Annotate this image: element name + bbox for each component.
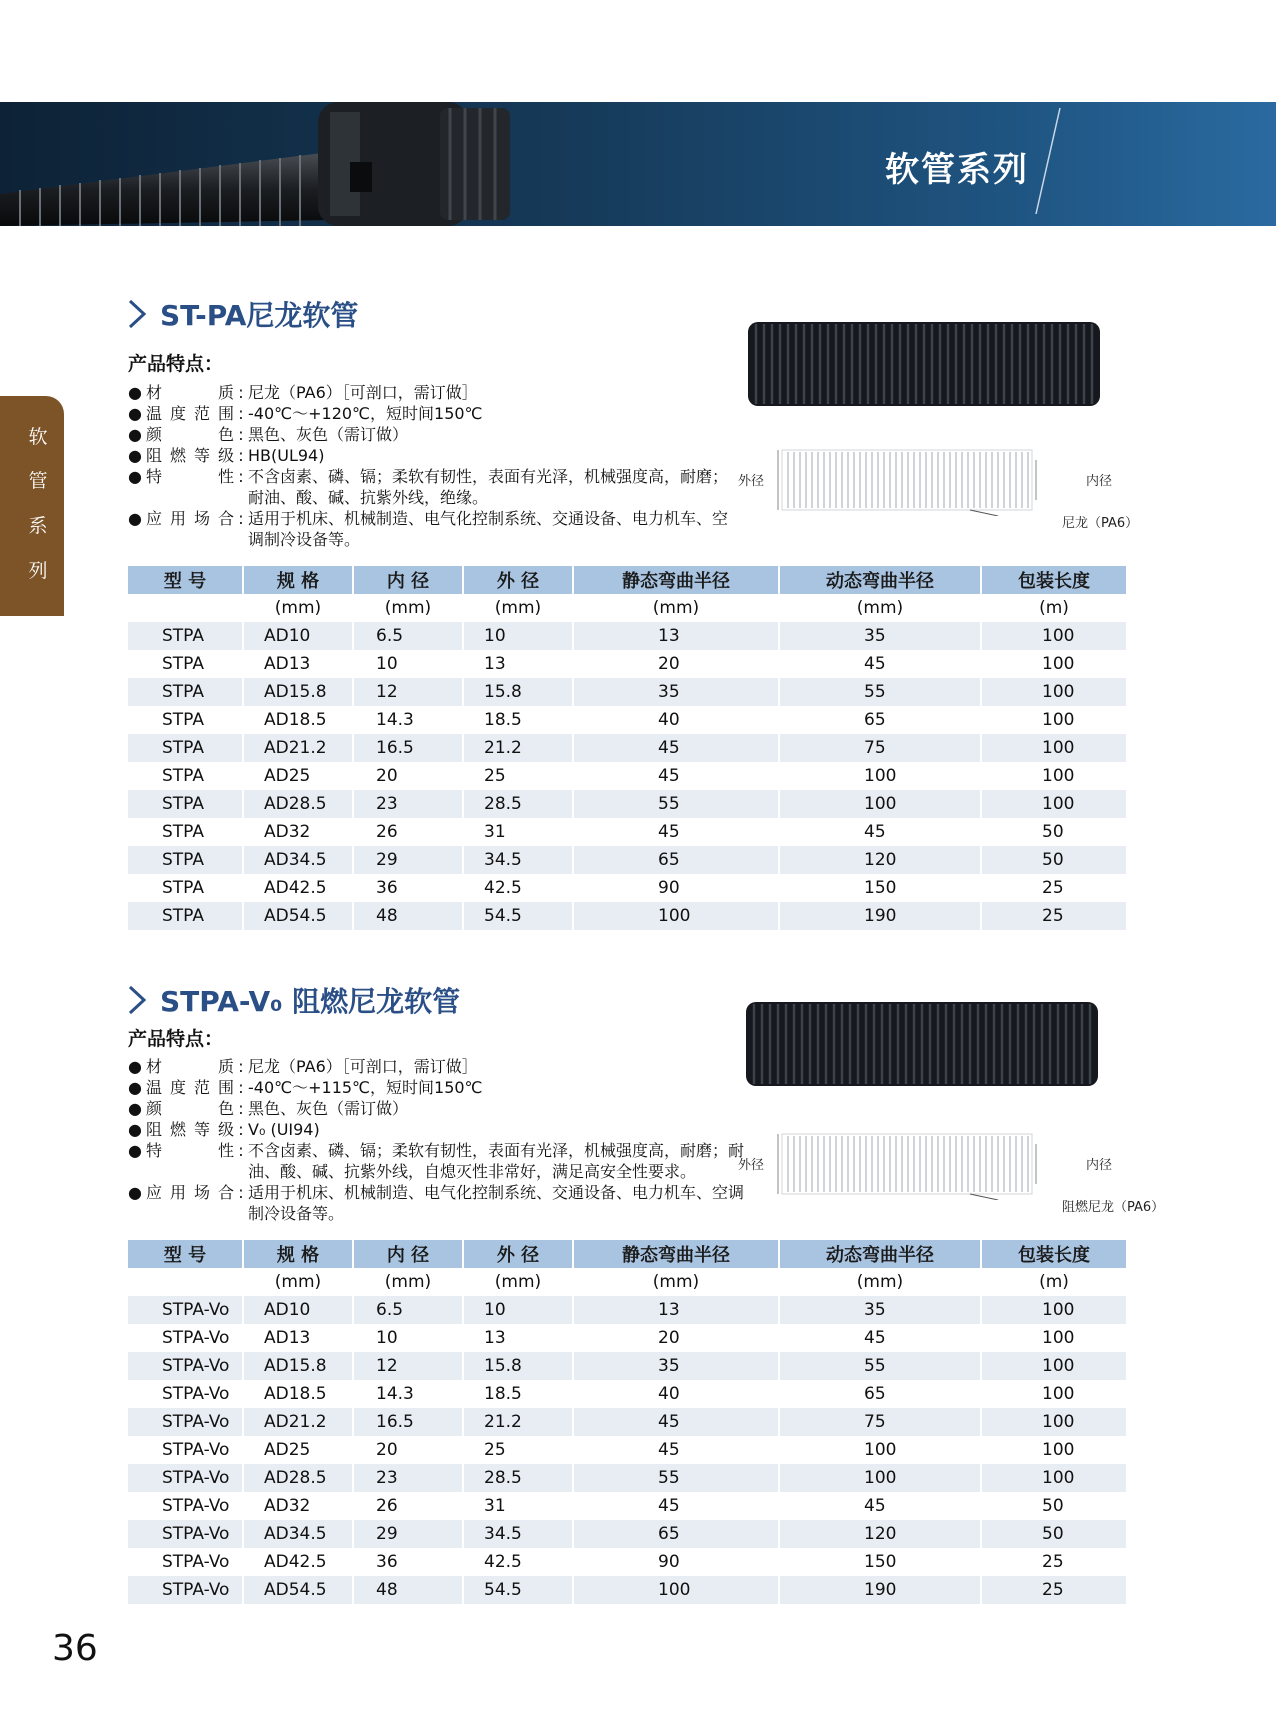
table-row — [128, 1436, 1127, 1464]
table-cell: 25 — [981, 902, 1127, 930]
table-cell: 100 — [981, 650, 1127, 678]
side-tab-char: 软 — [28, 426, 48, 448]
table-cell: STPA-Vo — [128, 1408, 243, 1436]
table-cell: 100 — [981, 734, 1127, 762]
table-cell: 50 — [981, 846, 1127, 874]
inner-diameter-label: 内径 — [1086, 1158, 1113, 1173]
hose-cross-section-diagram — [770, 1128, 1070, 1200]
table-header-cell: 动态弯曲半径 — [779, 566, 981, 594]
unit-cell: (mm) — [573, 594, 779, 622]
table-cell: 35 — [573, 1352, 779, 1380]
chevron-right-icon — [126, 298, 148, 330]
table-cell: 100 — [981, 1464, 1127, 1492]
table-cell: 100 — [981, 1408, 1127, 1436]
table-cell: 31 — [463, 1492, 573, 1520]
unit-cell: (mm) — [243, 1268, 353, 1296]
table-row — [128, 706, 1127, 734]
feature-row: ● 应用场合 : 适用于机床、机械制造、电气化控制系统、交通设备、电力机车、空调制冷设备等。 — [128, 1183, 745, 1223]
table-cell: 42.5 — [463, 1548, 573, 1576]
table-cell: AD54.5 — [243, 902, 353, 930]
table-cell: 45 — [573, 762, 779, 790]
feature-row: ● 材质 : 尼龙（PA6）［可剖口，需订做］ — [128, 1057, 478, 1076]
table-cell: 14.3 — [353, 706, 463, 734]
table-row — [128, 902, 1127, 930]
table-cell: 50 — [981, 1492, 1127, 1520]
table-cell: AD18.5 — [243, 1380, 353, 1408]
table-cell: 31 — [463, 818, 573, 846]
table-cell: 100 — [981, 678, 1127, 706]
table-cell: 35 — [779, 622, 981, 650]
table-cell: 45 — [573, 1492, 779, 1520]
table-cell: 20 — [573, 1324, 779, 1352]
table-row — [128, 1520, 1127, 1548]
table-row — [128, 1380, 1127, 1408]
header-banner — [0, 102, 1276, 226]
table-cell: STPA-Vo — [128, 1352, 243, 1380]
table-header-cell: 外 径 — [463, 566, 573, 594]
hose-fitting-image — [0, 102, 1276, 226]
table-cell: 16.5 — [353, 734, 463, 762]
table-row — [128, 1464, 1127, 1492]
table-cell: AD42.5 — [243, 874, 353, 902]
outer-diameter-label: 外径 — [738, 474, 765, 489]
feature-list — [128, 1056, 748, 1224]
table-cell: 100 — [981, 1296, 1127, 1324]
table-cell: AD32 — [243, 1492, 353, 1520]
table-cell: 29 — [353, 846, 463, 874]
table-row — [128, 818, 1127, 846]
table-cell: 15.8 — [463, 678, 573, 706]
table-cell: 25 — [463, 1436, 573, 1464]
chevron-right-icon — [126, 984, 148, 1016]
table-cell: 100 — [573, 1576, 779, 1604]
table-cell: 26 — [353, 1492, 463, 1520]
table-cell: 100 — [981, 762, 1127, 790]
unit-cell: (mm) — [779, 1268, 981, 1296]
table-row — [128, 1492, 1127, 1520]
table-header-cell: 静态弯曲半径 — [573, 1240, 779, 1268]
table-header-cell: 规 格 — [243, 1240, 353, 1268]
table-cell: 120 — [779, 1520, 981, 1548]
table-cell: 55 — [779, 1352, 981, 1380]
table-cell: 48 — [353, 902, 463, 930]
feature-row: ● 材质 : 尼龙（PA6）［可剖口，需订做］ — [128, 383, 478, 402]
table-row — [128, 1324, 1127, 1352]
spec-table — [128, 566, 1128, 930]
table-header-row — [128, 1240, 1127, 1268]
table-row — [128, 1548, 1127, 1576]
features-heading: 产品特点： — [128, 1028, 224, 1050]
table-cell: 100 — [981, 1324, 1127, 1352]
table-units-row — [128, 1268, 1127, 1296]
unit-cell: (m) — [981, 594, 1127, 622]
table-cell: 45 — [779, 818, 981, 846]
table-cell: 14.3 — [353, 1380, 463, 1408]
feature-list — [128, 382, 728, 550]
table-cell: 18.5 — [463, 1380, 573, 1408]
hose-product-image — [746, 1002, 1098, 1086]
table-cell: AD21.2 — [243, 1408, 353, 1436]
table-units-row — [128, 594, 1127, 622]
table-cell: STPA-Vo — [128, 1492, 243, 1520]
table-cell: 13 — [463, 1324, 573, 1352]
table-cell: 100 — [981, 1436, 1127, 1464]
unit-cell — [128, 1268, 243, 1296]
table-cell: 65 — [779, 1380, 981, 1408]
table-cell: 75 — [779, 734, 981, 762]
table-cell: 35 — [779, 1296, 981, 1324]
table-cell: 45 — [779, 650, 981, 678]
table-cell: 190 — [779, 902, 981, 930]
table-cell: 13 — [463, 650, 573, 678]
feature-row: ● 温度范围 : -40℃～+115℃，短时间150℃ — [128, 1078, 483, 1097]
table-cell: 65 — [573, 846, 779, 874]
table-cell: 100 — [981, 790, 1127, 818]
table-cell: STPA-Vo — [128, 1548, 243, 1576]
feature-row: ● 特性 : 不含卤素、磷、镉；柔软有韧性，表面有光泽，机械强度高，耐磨；耐油、酸、碱、抗紫外线，自熄灭性非常好，满足高安全性要求。 — [128, 1141, 745, 1181]
table-header-cell: 包装长度 — [981, 1240, 1127, 1268]
table-cell: 45 — [573, 1436, 779, 1464]
table-cell: AD32 — [243, 818, 353, 846]
table-row — [128, 790, 1127, 818]
table-cell: 45 — [779, 1492, 981, 1520]
table-cell: 20 — [573, 650, 779, 678]
table-cell: STPA-Vo — [128, 1576, 243, 1604]
table-cell: 10 — [353, 1324, 463, 1352]
page-number: 36 — [52, 1628, 98, 1669]
table-cell: AD18.5 — [243, 706, 353, 734]
table-header-cell: 内 径 — [353, 566, 463, 594]
table-cell: AD13 — [243, 1324, 353, 1352]
table-cell: 13 — [573, 622, 779, 650]
table-row — [128, 1352, 1127, 1380]
table-row — [128, 1296, 1127, 1324]
table-cell: 65 — [573, 1520, 779, 1548]
table-cell: STPA — [128, 874, 243, 902]
table-cell: 190 — [779, 1576, 981, 1604]
table-cell: STPA — [128, 622, 243, 650]
unit-cell: (mm) — [573, 1268, 779, 1296]
table-cell: AD54.5 — [243, 1576, 353, 1604]
table-cell: 55 — [573, 1464, 779, 1492]
table-cell: 23 — [353, 1464, 463, 1492]
table-cell: 40 — [573, 706, 779, 734]
hose-cross-section-diagram — [770, 444, 1070, 516]
table-cell: 100 — [573, 902, 779, 930]
table-cell: 45 — [573, 818, 779, 846]
table-cell: STPA — [128, 762, 243, 790]
unit-cell: (mm) — [463, 1268, 573, 1296]
table-cell: AD21.2 — [243, 734, 353, 762]
hose-product-image — [748, 322, 1100, 406]
features-heading: 产品特点： — [128, 353, 224, 375]
feature-row: ● 阻燃等级 : HB(UL94) — [128, 446, 325, 465]
table-cell: 28.5 — [463, 1464, 573, 1492]
table-cell: STPA-Vo — [128, 1380, 243, 1408]
table-cell: AD28.5 — [243, 1464, 353, 1492]
table-cell: 150 — [779, 1548, 981, 1576]
unit-cell: (mm) — [353, 1268, 463, 1296]
unit-cell: (mm) — [353, 594, 463, 622]
table-cell: STPA-Vo — [128, 1464, 243, 1492]
table-header-cell: 内 径 — [353, 1240, 463, 1268]
side-tab-char: 列 — [28, 560, 48, 582]
table-cell: STPA-Vo — [128, 1520, 243, 1548]
table-cell: 25 — [981, 1576, 1127, 1604]
table-cell: 100 — [981, 1352, 1127, 1380]
table-cell: AD34.5 — [243, 1520, 353, 1548]
table-cell: 34.5 — [463, 1520, 573, 1548]
table-cell: 90 — [573, 1548, 779, 1576]
table-cell: 13 — [573, 1296, 779, 1324]
table-cell: 36 — [353, 874, 463, 902]
table-cell: AD13 — [243, 650, 353, 678]
table-cell: 42.5 — [463, 874, 573, 902]
side-category-tab — [0, 396, 64, 616]
table-cell: 12 — [353, 1352, 463, 1380]
table-row — [128, 1408, 1127, 1436]
table-header-cell: 型 号 — [128, 1240, 243, 1268]
table-cell: STPA-Vo — [128, 1324, 243, 1352]
table-row — [128, 650, 1127, 678]
table-row — [128, 622, 1127, 650]
unit-cell: (mm) — [779, 594, 981, 622]
table-cell: 34.5 — [463, 846, 573, 874]
table-cell: 90 — [573, 874, 779, 902]
table-row — [128, 846, 1127, 874]
table-cell: STPA — [128, 846, 243, 874]
table-cell: 25 — [981, 1548, 1127, 1576]
side-tab-char: 系 — [28, 515, 48, 537]
feature-row: ● 阻燃等级 : V₀ (UI94) — [128, 1120, 320, 1139]
table-cell: STPA — [128, 734, 243, 762]
table-cell: 100 — [779, 762, 981, 790]
table-cell: 45 — [573, 1408, 779, 1436]
table-cell: STPA — [128, 818, 243, 846]
table-cell: STPA — [128, 790, 243, 818]
unit-cell: (mm) — [243, 594, 353, 622]
feature-row: ● 温度范围 : -40℃～+120℃，短时间150℃ — [128, 404, 483, 423]
material-label: 尼龙（PA6） — [1062, 516, 1139, 531]
table-cell: 10 — [463, 1296, 573, 1324]
table-cell: 15.8 — [463, 1352, 573, 1380]
table-cell: STPA — [128, 678, 243, 706]
feature-row: ● 特性 : 不含卤素、磷、镉；柔软有韧性，表面有光泽，机械强度高，耐磨；耐油、酸、碱、抗紫外线，绝缘。 — [128, 467, 729, 507]
table-cell: 21.2 — [463, 1408, 573, 1436]
table-row — [128, 734, 1127, 762]
feature-row: ● 颜色 : 黑色、灰色（需订做） — [128, 425, 409, 444]
table-cell: STPA-Vo — [128, 1296, 243, 1324]
table-cell: AD15.8 — [243, 678, 353, 706]
feature-row: ● 应用场合 : 适用于机床、机械制造、电气化控制系统、交通设备、电力机车、空调制冷设备等。 — [128, 509, 729, 549]
table-cell: 65 — [779, 706, 981, 734]
table-cell: 6.5 — [353, 1296, 463, 1324]
table-cell: 40 — [573, 1380, 779, 1408]
section1-title: ST-PA尼龙软管 — [126, 294, 358, 334]
table-cell: 75 — [779, 1408, 981, 1436]
table-cell: 20 — [353, 1436, 463, 1464]
table-cell: AD34.5 — [243, 846, 353, 874]
table-cell: STPA-Vo — [128, 1436, 243, 1464]
table-cell: 100 — [779, 790, 981, 818]
table-cell: AD25 — [243, 1436, 353, 1464]
table-cell: 20 — [353, 762, 463, 790]
table-cell: 21.2 — [463, 734, 573, 762]
table-cell: AD28.5 — [243, 790, 353, 818]
table-cell: 36 — [353, 1548, 463, 1576]
table-header-cell: 外 径 — [463, 1240, 573, 1268]
table-cell: 48 — [353, 1576, 463, 1604]
table-header-cell: 静态弯曲半径 — [573, 566, 779, 594]
table-cell: 54.5 — [463, 1576, 573, 1604]
table-row — [128, 762, 1127, 790]
table-cell: STPA — [128, 902, 243, 930]
table-cell: STPA — [128, 650, 243, 678]
outer-diameter-label: 外径 — [738, 1158, 765, 1173]
table-cell: 120 — [779, 846, 981, 874]
table-cell: 6.5 — [353, 622, 463, 650]
table-row — [128, 874, 1127, 902]
table-header-cell: 动态弯曲半径 — [779, 1240, 981, 1268]
table-cell: 45 — [573, 734, 779, 762]
table-cell: 50 — [981, 818, 1127, 846]
table-cell: 26 — [353, 818, 463, 846]
table-cell: AD42.5 — [243, 1548, 353, 1576]
table-cell: 45 — [779, 1324, 981, 1352]
table-cell: 100 — [981, 622, 1127, 650]
table-cell: AD25 — [243, 762, 353, 790]
table-cell: 10 — [353, 650, 463, 678]
table-cell: 55 — [573, 790, 779, 818]
table-cell: 12 — [353, 678, 463, 706]
table-cell: 100 — [981, 706, 1127, 734]
table-cell: 29 — [353, 1520, 463, 1548]
unit-cell: (mm) — [463, 594, 573, 622]
table-cell: AD15.8 — [243, 1352, 353, 1380]
table-cell: 55 — [779, 678, 981, 706]
table-cell: 28.5 — [463, 790, 573, 818]
side-tab-char: 管 — [28, 470, 48, 492]
table-cell: 16.5 — [353, 1408, 463, 1436]
spec-table — [128, 1240, 1128, 1604]
table-cell: AD10 — [243, 1296, 353, 1324]
table-cell: 35 — [573, 678, 779, 706]
table-cell: 100 — [779, 1436, 981, 1464]
table-cell: AD10 — [243, 622, 353, 650]
table-cell: 50 — [981, 1520, 1127, 1548]
table-header-cell: 包装长度 — [981, 566, 1127, 594]
table-cell: 23 — [353, 790, 463, 818]
unit-cell — [128, 594, 243, 622]
table-cell: 100 — [981, 1380, 1127, 1408]
table-cell: 150 — [779, 874, 981, 902]
table-cell: 25 — [981, 874, 1127, 902]
table-cell: 25 — [463, 762, 573, 790]
banner-title: 软管系列 — [885, 150, 1029, 190]
table-cell: 54.5 — [463, 902, 573, 930]
feature-row: ● 颜色 : 黑色、灰色（需订做） — [128, 1099, 409, 1118]
table-row — [128, 678, 1127, 706]
table-cell: 100 — [779, 1464, 981, 1492]
table-cell: 18.5 — [463, 706, 573, 734]
section2-title: STPA-V₀ 阻燃尼龙软管 — [126, 980, 460, 1020]
table-row — [128, 1576, 1127, 1604]
table-header-cell: 型 号 — [128, 566, 243, 594]
inner-diameter-label: 内径 — [1086, 474, 1113, 489]
unit-cell: (m) — [981, 1268, 1127, 1296]
table-header-row — [128, 566, 1127, 594]
table-cell: STPA — [128, 706, 243, 734]
table-header-cell: 规 格 — [243, 566, 353, 594]
material-label: 阻燃尼龙（PA6） — [1062, 1200, 1165, 1215]
table-cell: 10 — [463, 622, 573, 650]
